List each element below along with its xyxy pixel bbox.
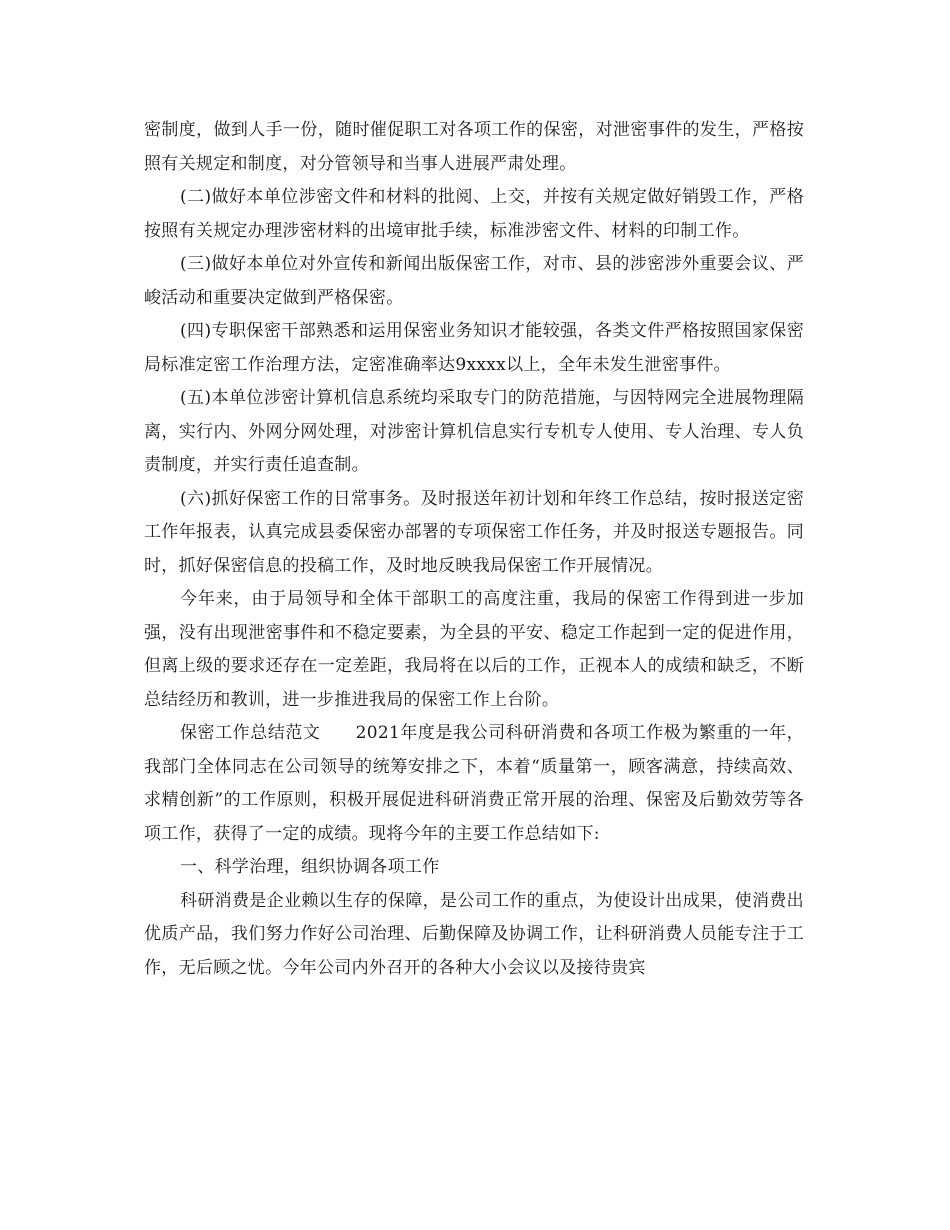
document-body — [144, 114, 804, 985]
paragraph-7: 今年来，由于局领导和全体干部职工的高度注重，我局的保密工作得到进一步加强，没有出现泄密事件和不稳定要素，为全县的平安、稳定工作起到一定的促进作用，但离上级的要求还存在一定差距，我局将在以后的工作，正视本人的成绩和缺乏，不断总结经历和教训，进一步推进我局的保密工作上台阶。 — [144, 589, 804, 710]
paragraph-6: (六)抓好保密工作的日常事务。及时报送年初计划和年终工作总结，按时报送定密工作年报表，认真完成县委保密办部署的专项保密工作任务，并及时报送专题报告。同时，抓好保密信息的投稿工作，及时地反映我局保密工作开展情况。 — [144, 488, 804, 576]
paragraph-5: (五)本单位涉密计算机信息系统均采取专门的防范措施，与因特网完全进展物理隔离，实行内、外网分网处理，对涉密计算机信息实行专机专人使用、专人治理、专人负责制度，并实行责任追查制。 — [144, 388, 804, 475]
paragraph-1: 密制度，做到人手一份，随时催促职工对各项工作的保密，对泄密事件的发生，严格按照有关规定和制度，对分管领导和当事人进展严肃处理。 — [144, 120, 804, 174]
paragraph-4: (四)专职保密干部熟悉和运用保密业务知识才能较强，各类文件严格按照国家保密局标准定密工作治理方法，定密准确率达9xxxx以上，全年未发生泄密事件。 — [144, 321, 804, 375]
paragraph-3: (三)做好本单位对外宣传和新闻出版保密工作，对市、县的涉密涉外重要会议、严峻活动和重要决定做到严格保密。 — [144, 254, 804, 308]
paragraph-2: (二)做好本单位涉密文件和材料的批阅、上交，并按有关规定做好销毁工作，严格按照有关规定办理涉密材料的出境审批手续，标准涉密文件、材料的印制工作。 — [144, 187, 804, 241]
paragraph-8: 保密工作总结范文 2021年度是我公司科研消费和各项工作极为繁重的一年，我部门全体同志在公司领导的统筹安排之下，本着“质量第一，顾客满意，持续高效、求精创新”的工作原则，积极开展促进科研消费正常开展的治理、保密及后勤效劳等各项工作，获得了一定的成绩。现将今年的主要工作总结如下: — [144, 723, 804, 844]
section-heading: 一、科学治理，组织协调各项工作 — [180, 857, 440, 877]
paragraph-10: 科研消费是企业赖以生存的保障，是公司工作的重点，为使设计出成果，使消费出优质产品，我们努力作好公司治理、后勤保障及协调工作，让科研消费人员能专注于工作，无后顾之忧。今年公司内外召开的各种大小会议以及接待贵宾 — [144, 890, 804, 978]
